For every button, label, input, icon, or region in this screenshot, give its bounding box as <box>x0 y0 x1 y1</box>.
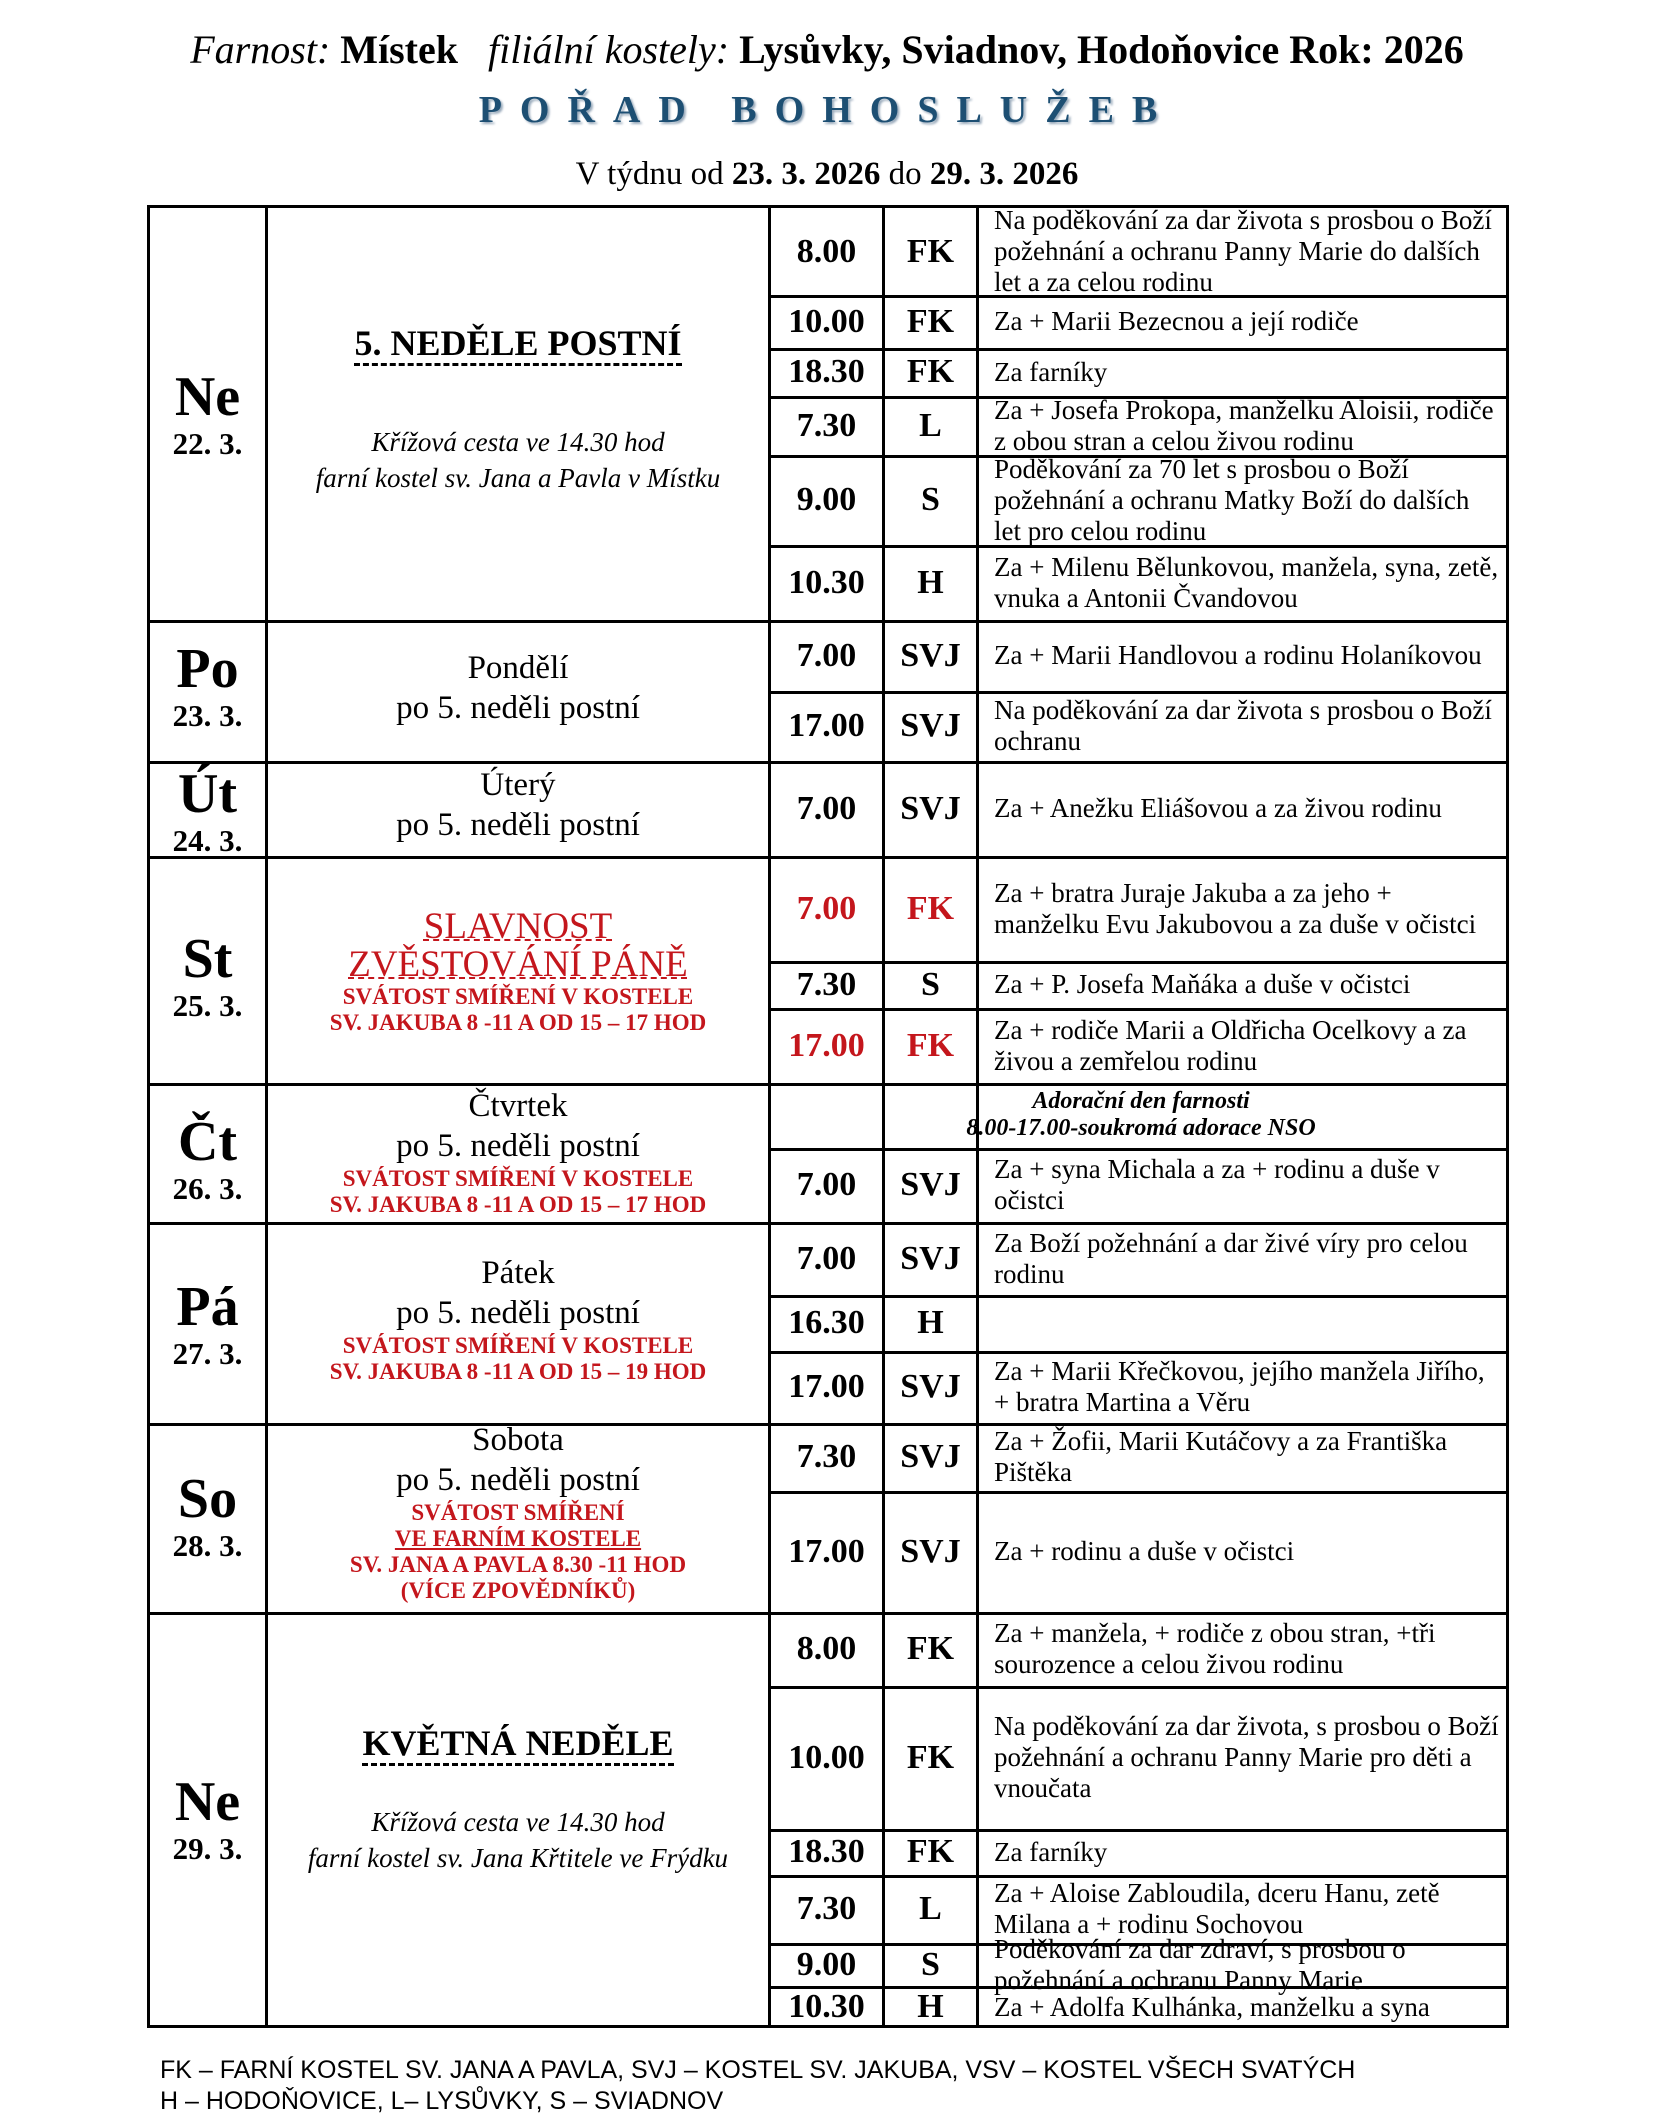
feast-title: SLAVNOST <box>423 906 613 947</box>
mass-time: 16.30 <box>788 1304 865 1341</box>
mass-place: FK <box>906 1833 955 1870</box>
mass-intention: Za farníky <box>994 1836 1108 1867</box>
mass-time: 10.30 <box>788 1988 865 2025</box>
mass-place: SVJ <box>900 707 961 744</box>
filial-label: filiální kostely: <box>488 27 730 72</box>
mass-intention: Za farníky <box>994 356 1108 387</box>
mass-place: FK <box>906 1738 955 1776</box>
filial-names: Lysůvky, Sviadnov, Hodoňovice Rok: 2026 <box>739 27 1464 72</box>
day-date: 24. 3. <box>172 823 243 858</box>
day-cell <box>150 930 265 1024</box>
day-subtitle: po 5. neděli postní <box>396 1295 640 1331</box>
confession-note: VE FARNÍM KOSTELE <box>394 1526 642 1551</box>
day-abbr: Po <box>176 638 239 700</box>
mass-intention: Za + Adolfa Kulhánka, manželku a syna <box>994 1991 1430 2022</box>
mass-intention: Za + rodinu a duše v očistci <box>994 1536 1295 1566</box>
mass-intention: Za + Žofii, Marii Kutáčovy a za Františka Pištěka <box>994 1426 1448 1487</box>
liturgy-cell <box>268 1086 768 1218</box>
day-name: Sobota <box>472 1422 564 1458</box>
day-name: Pondělí <box>467 650 569 686</box>
mass-time: 7.30 <box>796 965 857 1003</box>
mass-time: 10.30 <box>788 563 865 601</box>
mass-place: S <box>921 965 940 1003</box>
day-cell <box>150 1278 265 1372</box>
mass-time: 7.00 <box>796 1239 857 1277</box>
confession-note: SV. JAKUBA 8 -11 A OD 15 – 19 HOD <box>329 1359 707 1384</box>
week-mid: do <box>888 156 922 192</box>
mass-time: 18.30 <box>788 1833 865 1870</box>
mass-intention: Za + rodiče Marii a Oldřicha Ocelkovy a za živou a zemřelou rodinu <box>994 1014 1467 1076</box>
confession-note: SVÁTOST SMÍŘENÍ V KOSTELE <box>342 1166 694 1191</box>
feast-title: ZVĚSTOVÁNÍ PÁNĚ <box>348 944 688 985</box>
day-date: 28. 3. <box>172 1528 243 1563</box>
mass-time: 10.00 <box>788 1738 865 1776</box>
day-abbr: So <box>177 1468 238 1530</box>
liturgy-cell <box>268 323 768 496</box>
mass-time: 17.00 <box>788 1532 865 1570</box>
mass-intention: Za + Anežku Eliášovou a za živou rodinu <box>994 793 1442 823</box>
day-date: 26. 3. <box>172 1171 243 1206</box>
day-name: Pátek <box>481 1255 555 1291</box>
mass-intention: Za + Marii Bezecnou a její rodiče <box>994 306 1359 336</box>
parish-name: Místek <box>340 27 459 72</box>
mass-place: L <box>919 406 942 444</box>
day-name: Čtvrtek <box>468 1088 568 1124</box>
mass-place: L <box>919 1890 942 1927</box>
mass-place: FK <box>906 232 955 270</box>
liturgy-title: 5. NEDĚLE POSTNÍ <box>354 323 681 366</box>
parish-label: Farnost: <box>190 27 331 72</box>
day-cell <box>150 765 265 859</box>
week-prefix: V týdnu od <box>575 156 724 192</box>
mass-time: 7.30 <box>796 406 857 444</box>
mass-place: H <box>917 1304 944 1341</box>
liturgy-cell <box>268 648 768 728</box>
mass-place: H <box>917 1988 944 2025</box>
confession-note: SV. JAKUBA 8 -11 A OD 15 – 17 HOD <box>329 1010 707 1035</box>
day-date: 27. 3. <box>172 1336 243 1371</box>
day-date: 29. 3. <box>172 1831 243 1866</box>
mass-place: FK <box>906 889 955 927</box>
page-title: POŘAD BOHOSLUŽEB <box>478 89 1176 131</box>
mass-time: 9.00 <box>796 481 857 518</box>
confession-note: (VÍCE ZPOVĚDNÍKŮ) <box>400 1578 636 1603</box>
confession-note: SVÁTOST SMÍŘENÍ <box>411 1500 625 1525</box>
confession-note: SVÁTOST SMÍŘENÍ V KOSTELE <box>342 984 694 1009</box>
day-subtitle: po 5. neděli postní <box>396 1128 640 1164</box>
mass-time: 17.00 <box>788 1026 865 1064</box>
mass-intention: Za + Josefa Prokopa, manželku Aloisii, rodiče z obou stran a celou živou rodinu <box>994 394 1494 456</box>
mass-time: 10.00 <box>788 302 865 340</box>
mass-place: SVJ <box>900 636 961 674</box>
mass-place: S <box>921 481 940 518</box>
schedule-table <box>147 205 1509 2028</box>
day-date: 23. 3. <box>172 698 243 733</box>
day-abbr: Ne <box>174 1771 241 1833</box>
mass-intention: Za + Marii Křečkovou, jejího manžela Jiřího, + bratra Martina a Věru <box>994 1356 1485 1417</box>
mass-time: 18.30 <box>788 353 865 390</box>
liturgy-note: Křížová cesta ve 14.30 hod <box>371 1807 665 1837</box>
mass-time: 7.30 <box>796 1438 857 1475</box>
liturgy-note: Křížová cesta ve 14.30 hod <box>371 427 665 457</box>
mass-place: SVJ <box>900 1438 961 1475</box>
day-name: Úterý <box>480 767 556 803</box>
mass-place: FK <box>906 302 955 340</box>
day-cell <box>150 1773 265 1867</box>
liturgy-cell <box>268 908 768 1036</box>
mass-intention <box>994 1295 1499 1351</box>
legend <box>160 2055 1355 2117</box>
liturgy-cell <box>268 1253 768 1385</box>
day-date: 22. 3. <box>172 426 243 461</box>
week-to: 29. 3. 2026 <box>929 156 1079 192</box>
mass-time: 7.30 <box>796 1890 857 1927</box>
day-abbr: Ne <box>174 366 241 428</box>
mass-place: SVJ <box>900 789 961 827</box>
mass-place: FK <box>906 1026 955 1064</box>
day-cell <box>150 640 265 734</box>
week-range <box>0 156 1654 193</box>
mass-place: SVJ <box>900 1368 961 1405</box>
mass-place: SVJ <box>900 1532 961 1570</box>
week-from: 23. 3. 2026 <box>731 156 881 192</box>
mass-place: SVJ <box>900 1166 961 1203</box>
mass-time: 7.00 <box>796 1166 857 1203</box>
mass-time: 17.00 <box>788 707 865 744</box>
mass-intention: Za + manžela, + rodiče z obou stran, +tři sourozence a celou živou rodinu <box>994 1618 1436 1679</box>
day-subtitle: po 5. neděli postní <box>396 807 640 843</box>
mass-place: S <box>921 1945 940 1983</box>
confession-note: SV. JANA A PAVLA 8.30 -11 HOD <box>349 1552 687 1577</box>
mass-intention: Za Boží požehnání a dar živé víry pro celou rodinu <box>994 1227 1468 1289</box>
adoration-title: Adorační den farnosti <box>1032 1088 1250 1114</box>
liturgy-note: farní kostel sv. Jana a Pavla v Místku <box>315 463 721 493</box>
confession-note: SVÁTOST SMÍŘENÍ V KOSTELE <box>342 1333 694 1358</box>
mass-place: FK <box>906 353 955 390</box>
day-cell <box>150 1113 265 1207</box>
mass-intention: Na poděkování za dar života, s prosbou o Boží požehnání a ochranu Panny Marie pro děti a vnoučata <box>994 1711 1499 1803</box>
mass-intention: Na poděkování za dar života s prosbou o Boží ochranu <box>994 695 1492 756</box>
mass-time: 7.00 <box>796 889 857 927</box>
mass-intention: Poděkování za dar zdraví, s prosbou o požehnání a ochranu Panny Marie <box>994 1933 1406 1995</box>
day-abbr: St <box>182 928 233 990</box>
day-abbr: Čt <box>177 1111 238 1173</box>
mass-place: FK <box>906 1630 955 1667</box>
mass-intention: Za + Milenu Bělunkovou, manžela, syna, zetě, vnuka a Antonii Čvandovou <box>994 551 1499 613</box>
liturgy-cell <box>268 765 768 845</box>
confession-note: SV. JAKUBA 8 -11 A OD 15 – 17 HOD <box>329 1192 707 1217</box>
mass-time: 7.00 <box>796 789 857 827</box>
day-date: 25. 3. <box>172 988 243 1023</box>
mass-intention: Poděkování za 70 let s prosbou o Boží požehnání a ochranu Matky Boží do dalších let pro celou rodinu <box>994 453 1470 546</box>
day-abbr: Út <box>177 763 238 825</box>
adoration-time: 8.00-17.00-soukromá adorace NSO <box>966 1115 1316 1141</box>
mass-intention: Za + P. Josefa Maňáka a duše v očistci <box>994 969 1411 999</box>
day-cell <box>150 1470 265 1564</box>
mass-time: 7.00 <box>796 636 857 674</box>
legend-line: H – HODOŇOVICE, L– LYSŮVKY, S – SVIADNOV <box>160 2087 724 2115</box>
day-abbr: Pá <box>176 1276 239 1338</box>
mass-time: 17.00 <box>788 1368 865 1405</box>
mass-place: H <box>917 563 944 601</box>
mass-intention: Na poděkování za dar života s prosbou o Boží požehnání a ochranu Panny Marie do dalších let a za celou rodinu <box>994 205 1492 297</box>
adoration-note <box>771 1088 1511 1142</box>
liturgy-cell <box>268 1723 768 1876</box>
parish-header <box>0 26 1654 73</box>
mass-intention: Za + Marii Handlovou a rodinu Holaníkovou <box>994 640 1482 670</box>
day-subtitle: po 5. neděli postní <box>396 690 640 726</box>
mass-intention: Za + Aloise Zabloudila, dceru Hanu, zetě Milana a + rodinu Sochovou <box>994 1878 1440 1939</box>
mass-intention: Za + syna Michala a za + rodinu a duše v očistci <box>994 1154 1440 1215</box>
mass-time: 8.00 <box>796 1630 857 1667</box>
mass-intention: Za + bratra Juraje Jakuba a za jeho + manželku Evu Jakubovou a za duše v očistci <box>994 877 1477 939</box>
mass-time: 8.00 <box>796 232 857 270</box>
liturgy-cell <box>268 1420 768 1604</box>
day-cell <box>150 368 265 462</box>
liturgy-title: KVĚTNÁ NEDĚLE <box>362 1723 673 1766</box>
legend-line: FK – FARNÍ KOSTEL SV. JANA A PAVLA, SVJ – KOSTEL SV. JAKUBA, VSV – KOSTEL VŠECH SVATÝCH <box>160 2056 1356 2084</box>
day-subtitle: po 5. neděli postní <box>396 1462 640 1498</box>
mass-time: 9.00 <box>796 1945 857 1983</box>
liturgy-note: farní kostel sv. Jana Křtitele ve Frýdku <box>307 1843 729 1873</box>
mass-place: SVJ <box>900 1239 961 1277</box>
